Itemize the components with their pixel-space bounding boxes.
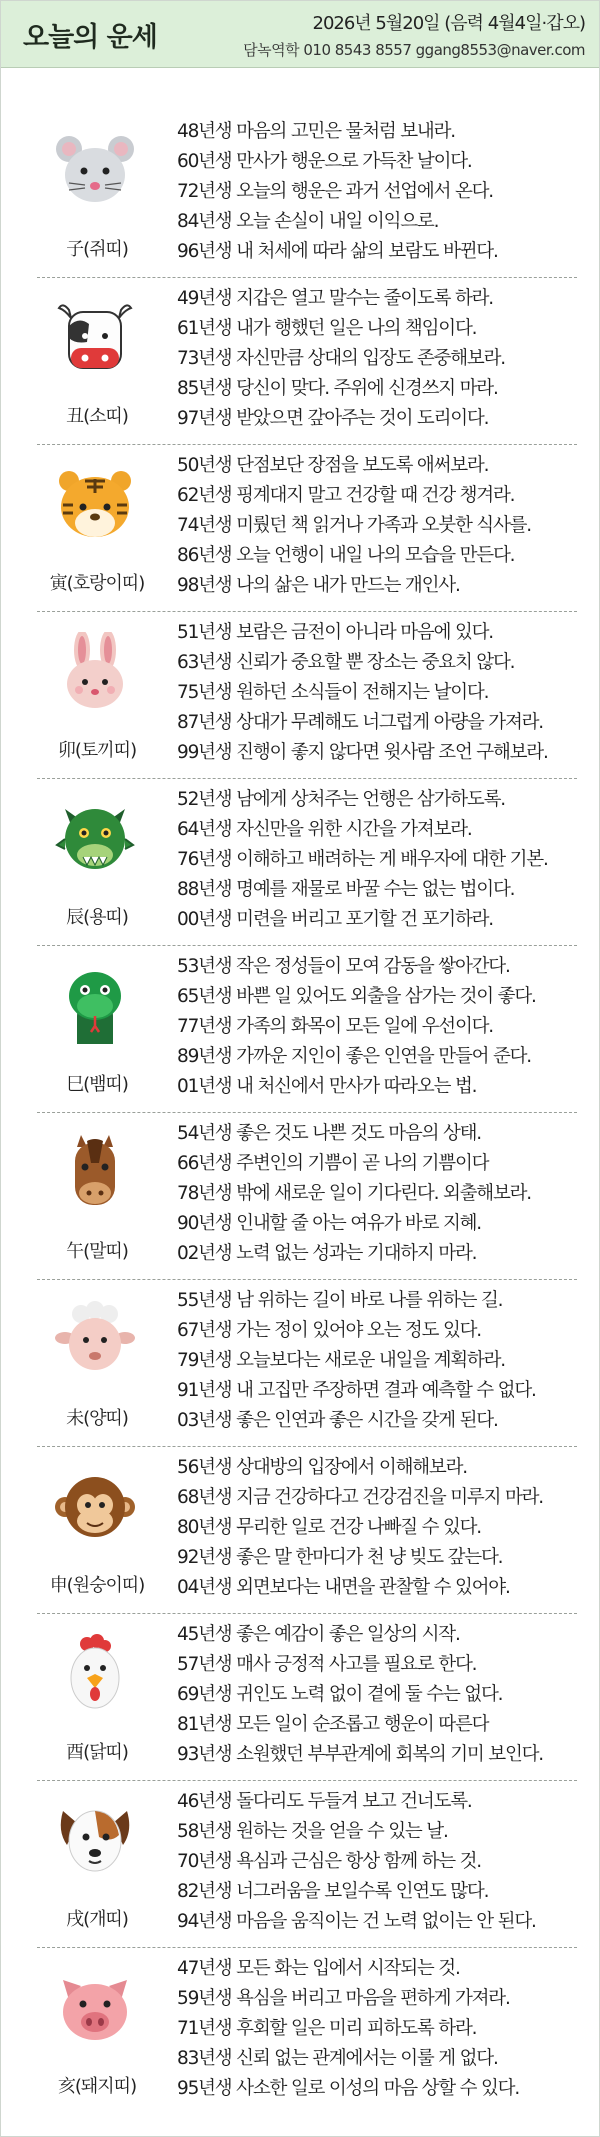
fortune-line: 47년생 모든 화는 입에서 시작되는 것. <box>177 1958 460 1979</box>
fortune-line: 81년생 모든 일이 순조롭고 행운이 따른다 <box>177 1714 489 1735</box>
fortune-lines <box>177 1119 577 1269</box>
zodiac-section-snake <box>37 946 577 1113</box>
zodiac-label: 卯(토끼띠) <box>57 740 137 761</box>
fortune-line: 78년생 밖에 새로운 일이 기다린다. 외출해보라. <box>177 1183 531 1204</box>
fortune-line: 76년생 이해하고 배려하는 게 배우자에 대한 기본. <box>177 849 548 870</box>
zodiac-section-rat <box>37 111 577 278</box>
fortune-line: 54년생 좋은 것도 나쁜 것도 마음의 상태. <box>177 1123 481 1144</box>
zodiac-section-tiger <box>37 445 577 612</box>
fortune-line: 63년생 신뢰가 중요할 뿐 장소는 중요치 않다. <box>177 652 515 673</box>
fortune-line: 61년생 내가 행했던 일은 나의 책임이다. <box>177 318 477 339</box>
fortune-line: 83년생 신뢰 없는 관계에서는 이룰 게 없다. <box>177 2048 498 2069</box>
fortune-line: 86년생 오늘 언행이 내일 나의 모습을 만든다. <box>177 545 515 566</box>
dog-icon <box>55 1801 135 1881</box>
fortune-line: 49년생 지갑은 열고 말수는 줄이도록 하라. <box>177 288 493 309</box>
fortune-line: 88년생 명예를 재물로 바꿀 수는 없는 법이다. <box>177 879 515 900</box>
fortune-line: 53년생 작은 정성들이 모여 감동을 쌓아간다. <box>177 956 510 977</box>
fortune-lines <box>177 785 577 935</box>
sheep-icon <box>55 1300 135 1380</box>
fortune-lines <box>177 1453 577 1603</box>
fortune-line: 02년생 노력 없는 성과는 기대하지 마라. <box>177 1243 477 1264</box>
fortune-line: 55년생 남 위하는 길이 바로 나를 위하는 길. <box>177 1290 503 1311</box>
fortune-line: 90년생 인내할 줄 아는 여유가 바로 지혜. <box>177 1213 481 1234</box>
zodiac-section-dog <box>37 1781 577 1948</box>
snake-icon <box>55 966 135 1046</box>
dragon-icon <box>55 799 135 879</box>
fortune-line: 57년생 매사 긍정적 사고를 필요로 한다. <box>177 1654 477 1675</box>
fortune-line: 87년생 상대가 무례해도 너그럽게 아량을 가져라. <box>177 712 543 733</box>
fortune-lines <box>177 1620 577 1770</box>
fortune-line: 66년생 주변인의 기쁨이 곧 나의 기쁨이다 <box>177 1153 489 1174</box>
fortune-line: 96년생 내 처세에 따라 삶의 보람도 바뀐다. <box>177 241 498 262</box>
fortune-line: 59년생 욕심을 버리고 마음을 편하게 가져라. <box>177 1988 510 2009</box>
fortune-line: 75년생 원하던 소식들이 전해지는 날이다. <box>177 682 489 703</box>
zodiac-label: 午(말띠) <box>66 1241 128 1262</box>
rabbit-icon <box>55 632 135 712</box>
zodiac-label: 酉(닭띠) <box>66 1742 128 1763</box>
fortune-line: 72년생 오늘의 행운은 과거 선업에서 온다. <box>177 181 493 202</box>
page-title: 오늘의 운세 <box>23 22 157 53</box>
fortune-line: 99년생 진행이 좋지 않다면 윗사람 조언 구해보라. <box>177 742 548 763</box>
zodiac-label: 亥(돼지띠) <box>57 2076 137 2097</box>
fortune-line: 70년생 욕심과 근심은 항상 함께 하는 것. <box>177 1851 481 1872</box>
zodiac-label: 巳(뱀띠) <box>66 1074 128 1095</box>
fortune-line: 74년생 미뤘던 책 읽거나 가족과 오붓한 식사를. <box>177 515 531 536</box>
date-text: 2026년 5월20일 (음력 4월4일·갑오) <box>312 13 585 34</box>
fortune-line: 56년생 상대방의 입장에서 이해해보라. <box>177 1457 467 1478</box>
zodiac-label: 辰(용띠) <box>66 907 128 928</box>
fortune-lines <box>177 1787 577 1937</box>
zodiac-section-horse <box>37 1113 577 1280</box>
fortune-line: 62년생 핑계대지 말고 건강할 때 건강 챙겨라. <box>177 485 515 506</box>
fortune-line: 01년생 내 처신에서 만사가 따라오는 법. <box>177 1076 477 1097</box>
fortune-line: 45년생 좋은 예감이 좋은 일상의 시작. <box>177 1624 460 1645</box>
fortune-line: 94년생 마음을 움직이는 건 노력 없이는 안 된다. <box>177 1911 536 1932</box>
fortune-line: 67년생 가는 정이 있어야 오는 정도 있다. <box>177 1320 481 1341</box>
fortune-lines <box>177 952 577 1102</box>
fortune-line: 50년생 단점보단 장점을 보도록 애써보라. <box>177 455 489 476</box>
monkey-icon <box>55 1467 135 1547</box>
pig-icon <box>55 1968 135 2048</box>
fortune-line: 60년생 만사가 행운으로 가득찬 날이다. <box>177 151 472 172</box>
fortune-line: 85년생 당신이 맞다. 주위에 신경쓰지 마라. <box>177 378 498 399</box>
zodiac-label: 寅(호랑이띠) <box>49 573 145 594</box>
fortune-line: 77년생 가족의 화목이 모든 일에 우선이다. <box>177 1016 493 1037</box>
contact-text: 담녹역학 010 8543 8557 ggang8553@naver.com <box>243 41 585 59</box>
horse-icon <box>55 1133 135 1213</box>
zodiac-label: 申(원숭이띠) <box>49 1575 145 1596</box>
zodiac-section-pig <box>37 1948 577 2114</box>
fortune-lines <box>177 1954 577 2104</box>
ox-icon <box>55 298 135 378</box>
fortune-lines <box>177 117 577 267</box>
header <box>1 1 599 68</box>
fortune-line: 51년생 보람은 금전이 아니라 마음에 있다. <box>177 622 493 643</box>
fortune-lines <box>177 451 577 601</box>
fortune-line: 93년생 소원했던 부부관계에 회복의 기미 보인다. <box>177 1744 543 1765</box>
fortune-line: 84년생 오늘 손실이 내일 이익으로. <box>177 211 439 232</box>
zodiac-section-monkey <box>37 1447 577 1614</box>
fortune-line: 52년생 남에게 상처주는 언행은 삼가하도록. <box>177 789 505 810</box>
rooster-icon <box>55 1634 135 1714</box>
fortune-line: 82년생 너그러움을 보일수록 인연도 많다. <box>177 1881 489 1902</box>
zodiac-section-rabbit <box>37 612 577 779</box>
fortune-lines <box>177 1286 577 1436</box>
fortune-line: 69년생 귀인도 노력 없이 곁에 둘 수는 없다. <box>177 1684 503 1705</box>
zodiac-section-ox <box>37 278 577 445</box>
zodiac-section-sheep <box>37 1280 577 1447</box>
fortune-line: 73년생 자신만큼 상대의 입장도 존중해보라. <box>177 348 505 369</box>
zodiac-section-dragon <box>37 779 577 946</box>
fortune-line: 71년생 후회할 일은 미리 피하도록 하라. <box>177 2018 477 2039</box>
fortune-line: 58년생 원하는 것을 얻을 수 있는 날. <box>177 1821 448 1842</box>
fortune-line: 68년생 지금 건강하다고 건강검진을 미루지 마라. <box>177 1487 543 1508</box>
fortune-line: 97년생 받았으면 갚아주는 것이 도리이다. <box>177 408 489 429</box>
fortune-lines <box>177 284 577 434</box>
fortune-line: 89년생 가까운 지인이 좋은 인연을 만들어 준다. <box>177 1046 531 1067</box>
zodiac-label: 戌(개띠) <box>66 1909 128 1930</box>
fortune-line: 00년생 미련을 버리고 포기할 건 포기하라. <box>177 909 493 930</box>
fortune-line: 91년생 내 고집만 주장하면 결과 예측할 수 없다. <box>177 1380 536 1401</box>
zodiac-label: 未(양띠) <box>66 1408 128 1429</box>
fortune-line: 46년생 돌다리도 두들겨 보고 건너도록. <box>177 1791 472 1812</box>
fortune-line: 04년생 외면보다는 내면을 관찰할 수 있어야. <box>177 1577 510 1598</box>
fortune-lines <box>177 618 577 768</box>
rat-icon <box>55 131 135 211</box>
tiger-icon <box>55 465 135 545</box>
zodiac-list <box>37 111 577 2114</box>
zodiac-label: 丑(소띠) <box>66 406 128 427</box>
fortune-line: 80년생 무리한 일로 건강 나빠질 수 있다. <box>177 1517 481 1538</box>
fortune-line: 92년생 좋은 말 한마디가 천 냥 빚도 갚는다. <box>177 1547 503 1568</box>
zodiac-section-rooster <box>37 1614 577 1781</box>
fortune-line: 65년생 바쁜 일 있어도 외출을 삼가는 것이 좋다. <box>177 986 536 1007</box>
fortune-line: 64년생 자신만을 위한 시간을 가져보라. <box>177 819 472 840</box>
fortune-line: 03년생 좋은 인연과 좋은 시간을 갖게 된다. <box>177 1410 498 1431</box>
fortune-line: 95년생 사소한 일로 이성의 마음 상할 수 있다. <box>177 2078 519 2099</box>
fortune-line: 48년생 마음의 고민은 물처럼 보내라. <box>177 121 455 142</box>
zodiac-label: 子(쥐띠) <box>66 239 128 260</box>
fortune-line: 98년생 나의 삶은 내가 만드는 개인사. <box>177 575 460 596</box>
fortune-line: 79년생 오늘보다는 새로운 내일을 계획하라. <box>177 1350 505 1371</box>
